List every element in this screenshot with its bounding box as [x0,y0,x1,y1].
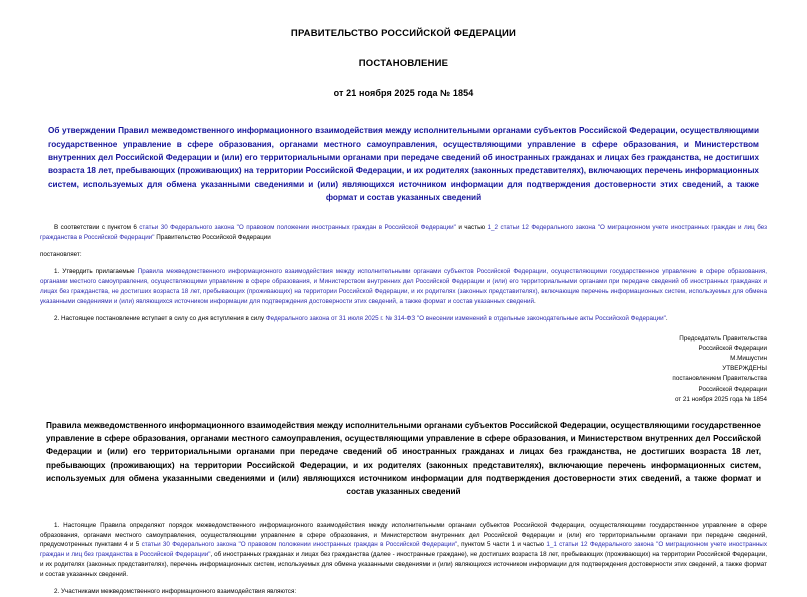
approval-line-3: от 21 ноября 2025 года № 1854 [674,395,767,403]
item-1-tail: . [534,297,536,305]
issuing-authority: ПРАВИТЕЛЬСТВО РОССИЙСКОЙ ФЕДЕРАЦИИ [290,28,517,39]
preamble-mid: и частью [455,224,488,232]
rules-item-2-lead: 2. Участниками межведомственного информационного взаимодействия являются: [54,588,297,596]
rules-item-1 [40,521,767,581]
item-2-link[interactable]: Федерального закона от 31 июля 2025 г. № 314-ФЗ "О внесении изменений в отдельные законодательные акты Российской Федерации" [265,314,666,322]
list-item [40,314,767,324]
document-kind: ПОСТАНОВЛЕНИЕ [358,58,449,70]
rules-item-1-link-1[interactable]: статьи 30 Федерального закона "О правовом положении иностранных граждан в Российской Федерации" [141,541,458,549]
page-title: Об утверждении Правил межведомственного информационного взаимодействия между исполнительными органами субъектов Российской Федерации, осуществляющими государственное управление в сфере образования, органами местного самоуправления, осуществляющими управление в сфере образования, и Министерством внутренних дел Российской Федерации и (или) его территориальными органами при передаче сведений об иностранных гражданах и лицах без гражданства, не достигших возраста 18 лет, пребывающих (проживающих) на территории Российской Федерации, и их родителях (законных представителях), включающих перечень информационных систем, используемых для обмена указанными сведениями и (или) являющихся источником информации для подтверждения достоверности этих сведений, а также формат и состав указанных сведений [48,126,759,202]
rules-body [40,521,767,597]
list-item [40,267,767,307]
preamble-link-1[interactable]: статьи 30 Федерального закона "О правовом положении иностранных граждан в Российской Федерации" [139,224,456,232]
document-number-and-date: от 21 ноября 2025 года № 1854 [333,88,474,99]
rules-item-1-tail: , об иностранных гражданах и лицах без гражданства (далее - иностранные граждане), не достигших возраста 18 лет, пребывающих (проживающих) на территории Российской Федерации, и их родителях (законных представителях), перечень информационных систем, используемых для обмена указанными сведениями и (или) являющихся источником информации для подтверждения достоверности этих сведений, а также формат и состав указанных сведений. [40,551,768,579]
rules-item-1-lead: 1. Настоящие Правила определяют порядок межведомственного информационного взаимодействия между исполнительными органами субъектов Российской Федерации, осуществляющими государственное управление в сфере образования, органами местного самоуправления, осуществляющими управление в сфере образования, и Министерством внутренних дел Российской Федерации и (или) его территориальными органами при передаче сведений, предусмотренных пунктами 4 и 5 [40,521,767,549]
preamble-paragraph [40,223,767,243]
rules-item-1-mid: , пунктом 5 части 1 и частью [457,541,547,549]
preamble-tail: Правительство Российской Федерации [154,234,271,242]
signatory-name: М.Мишустин [730,354,767,362]
preamble-link-2[interactable]: 1_2 статьи 12 Федерального закона "О миграционном учете иностранных граждан и лиц без гражданства в Российской Федерации" [40,224,767,242]
signature-block [40,334,767,405]
rules-title: Правила межведомственного информационного взаимодействия между исполнительными органами субъектов Российской Федерации, осуществляющими государственное управление в сфере образования, органами местного самоуправления, осуществляющими управление в сфере образования, и Министерством внутренних дел Российской Федерации и (или) его территориальными органами при передаче сведений об иностранных гражданах и лицах без гражданства, не достигших возраста 18 лет, пребывающих (проживающих) на территории Российской Федерации, и их родителях (законных представителях), включающие перечень информационных систем, используемых для обмена указанными сведениями и (или) являющихся источником информации для подтверждения достоверности этих сведений, а также формат и состав указанных сведений [46,420,761,497]
preamble-lead: В соответствии с пунктом 6 [54,224,140,232]
signatory-role-line-1: Председатель Правительства [679,334,767,342]
postanovlenie-body [40,223,767,324]
item-1-lead: 1. Утвердить прилагаемые [54,267,138,275]
postanovlyaet-line: постановляет: [40,250,82,258]
rules-item-1-link-2[interactable]: 1_1 статьи 12 Федерального закона "О миграционном учете иностранных граждан и лиц без гражданства в Российской Федерации" [40,541,767,559]
item-2-tail: . [665,314,668,322]
document-header [40,28,767,98]
item-1-link[interactable]: Правила межведомственного информационного взаимодействия между исполнительными органами субъектов Российской Федерации, осуществляющими государственное управление в сфере образования, органами местного самоуправления, осуществляющими управление в сфере образования, и Министерством внутренних дел Российской Федерации и (или) его территориальными органами при передаче сведений об иностранных гражданах и лицах без гражданства, не достигших возраста 18 лет, пребывающих (проживающих) на территории Российской Федерации, и их родителях (законных представителях), включающие перечень информационных систем, используемых для обмена указанными сведениями и (или) являющихся источником информации для подтверждения достоверности этих сведений, а также формат и состав указанных сведений [40,267,768,305]
approval-word: УТВЕРЖДЕНЫ [722,365,767,373]
item-2-lead: 2. Настоящее постановление вступает в силу со дня вступления в силу [54,314,266,322]
rules-item-2 [40,587,767,597]
approval-line-2: Российской Федерации [698,385,767,393]
signatory-role-line-2: Российской Федерации [698,344,767,352]
approval-line-1: постановлением Правительства [672,375,767,383]
